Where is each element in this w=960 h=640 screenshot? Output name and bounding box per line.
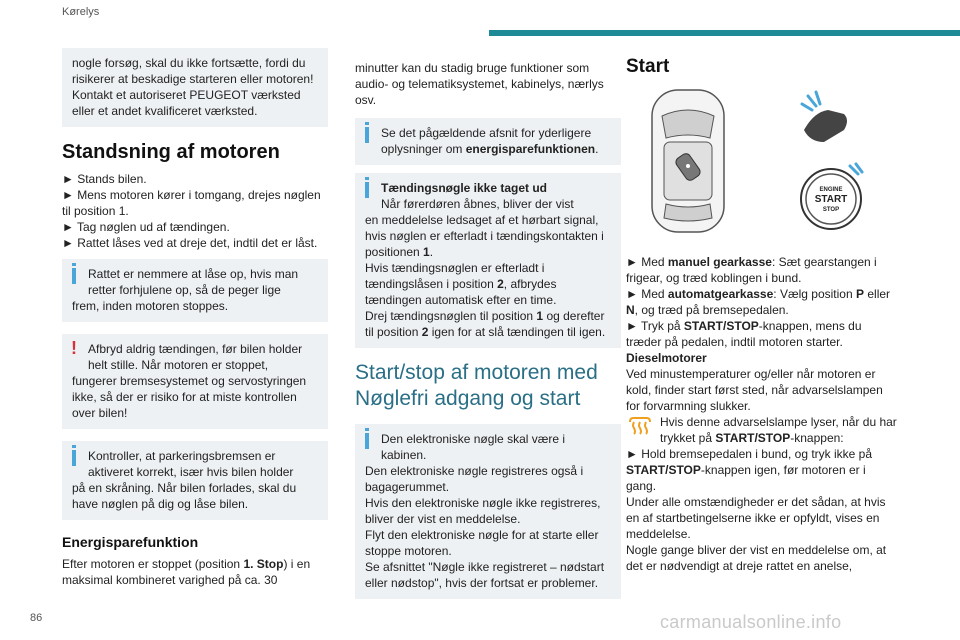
diesel-heading: Dieselmotorer — [626, 351, 707, 365]
finger-press-icon — [794, 90, 854, 150]
info-box-electronic-key — [355, 424, 621, 599]
info-text: Se det pågældende afsnit for yderligere oplysninger om energisparefunktionen. — [381, 126, 599, 156]
button-label-engine: ENGINE — [819, 187, 843, 193]
info-box-energy-saving — [355, 118, 621, 165]
diesel-text: Ved minustemperaturer og/eller når motoren er kold, finder start først sted, når advarselslampen for forvarmning slukker. — [626, 367, 883, 413]
steering-message-text: Nogle gange bliver der vist en meddelelse om, at det er nødvendigt at dreje rattet en anelse, — [626, 543, 887, 573]
start-step: ► Tryk på START/STOP-knappen, mens du træder på pedalen, indtil motoren starter. — [626, 319, 862, 349]
key-not-removed-line: en meddelelse ledsaget af et hørbart signal, hvis nøglen er efterladt i tændingskontakten i positionen 1. — [365, 213, 604, 259]
keyless-start-stop-heading: Start/stop af motoren med Nøglefri adgang og start — [355, 361, 598, 410]
continued-note-text: nogle forsøg, skal du ikke fortsætte, fordi du risikerer at beskadige starteren eller motoren! Kontakt et autoriseret PEUGEOT værksted eller et andet kvalificeret værksted. — [72, 56, 314, 118]
stop-step: ► Rattet låses ved at dreje det, indtil det er låst. — [62, 236, 318, 250]
info-text-first: Rattet er nemmere at låse op, hvis man retter forhjulene op, så de peger lige — [88, 267, 299, 297]
column-2 — [355, 48, 621, 607]
button-label-stop: STOP — [822, 207, 840, 213]
header-section-label: Kørelys — [62, 6, 100, 18]
key-not-removed-title: Tændingsnøgle ikke taget ud — [381, 181, 548, 195]
info-text-first: Kontroller, at parkeringsbremsen er aktiveret korrekt, især hvis bilen holder — [88, 449, 294, 479]
stop-step: ► Mens motoren kører i tomgang, drejes nøglen til position 1. — [62, 188, 321, 218]
start-conditions-text: Under alle omstændigheder er det sådan, at hvis en af startbetingelserne ikke er opfyldt, vises en meddelelse. — [626, 495, 886, 541]
start-heading: Start — [626, 56, 670, 77]
key-not-removed-line: Hvis tændingsnøglen er efterladt i tændingslåsen i position 2, afbrydes tændingen automatisk efter en time. — [365, 261, 557, 307]
start-step: ► Hold bremsepedalen i bund, og tryk ikke på START/STOP-knappen igen, før motoren er i gang. — [626, 447, 873, 493]
info-text-rest: på en skråning. Når bilen forlades, skal du have nøglen på dig og låse bilen. — [72, 481, 297, 511]
info-icon — [72, 268, 76, 284]
stop-engine-heading: Standsning af motoren — [62, 141, 280, 163]
column-3 — [626, 48, 898, 574]
warning-text-first: Afbryd aldrig tændingen, før bilen holder helt stille. Når motoren er stoppet, — [88, 342, 303, 372]
car-top-view-icon — [646, 86, 730, 236]
button-label-start: START — [814, 194, 848, 205]
info-box-steering — [62, 259, 328, 322]
info-icon — [365, 127, 369, 143]
info-icon — [365, 433, 369, 449]
electronic-key-line: Den elektroniske nøgle registreres også i bagagerummet. — [365, 464, 584, 494]
engine-start-stop-button-icon — [796, 162, 866, 232]
info-icon — [365, 182, 369, 198]
energy-saving-text: Efter motoren er stoppet (position 1. Stop) i en maksimal kombineret varighed på ca. 30 — [62, 557, 311, 587]
page-number: 86 — [30, 612, 43, 624]
start-illustration — [626, 84, 898, 244]
warning-icon: ! — [71, 338, 77, 358]
electronic-key-first: Den elektroniske nøgle skal være i kabinen. — [381, 432, 566, 462]
column-1 — [62, 48, 328, 588]
energy-saving-continued: minutter kan du stadig bruge funktioner som audio- og telematiksystemet, kabinelys, nærlys osv. — [355, 61, 604, 107]
info-box-parking-brake — [62, 441, 328, 520]
start-step: ► Med automatgearkasse: Vælg position P eller N, og træd på bremsepedalen. — [626, 287, 891, 317]
key-not-removed-line: Drej tændingsnøglen til position 1 og derefter til position 2 igen for at slå tændingen til igen. — [365, 309, 606, 339]
stop-step: ► Tag nøglen ud af tændingen. — [62, 220, 230, 234]
warning-text-rest: fungerer bremsesystemet og servostyringen ikke, så der er risiko for at miste kontrollen over bilen! — [72, 374, 307, 420]
preheat-warning-lamp-icon — [626, 414, 654, 436]
electronic-key-line: Hvis den elektroniske nøgle ikke registreres, bliver der vist en meddelelse. — [365, 496, 601, 526]
info-text-rest: frem, inden motoren stoppes. — [72, 299, 229, 313]
header-accent-bar — [489, 30, 960, 36]
info-icon — [72, 450, 76, 466]
start-step: ► Med manuel gearkasse: Sæt gearstangen i frigear, og træd koblingen i bund. — [626, 255, 877, 285]
warning-box-ignition — [62, 334, 328, 429]
energy-saving-heading: Energisparefunktion — [62, 534, 199, 550]
preheat-lamp-row — [626, 414, 898, 446]
electronic-key-line: Flyt den elektroniske nøgle for at starte eller stoppe motoren. — [365, 528, 599, 558]
preheat-lamp-text: Hvis denne advarselslampe lyser, når du har trykket på START/STOP-knappen: — [660, 415, 897, 445]
info-box-key-not-removed — [355, 173, 621, 348]
stop-step: ► Stands bilen. — [62, 172, 147, 186]
key-not-removed-line: Når førerdøren åbnes, bliver der vist — [381, 197, 574, 211]
stop-steps — [62, 171, 328, 251]
watermark: carmanualsonline.info — [660, 612, 842, 632]
electronic-key-line: Se afsnittet "Nøgle ikke registreret – nødstart eller nødstop", hvis der fortsat er problemer. — [365, 560, 605, 590]
continued-note-box — [62, 48, 328, 127]
